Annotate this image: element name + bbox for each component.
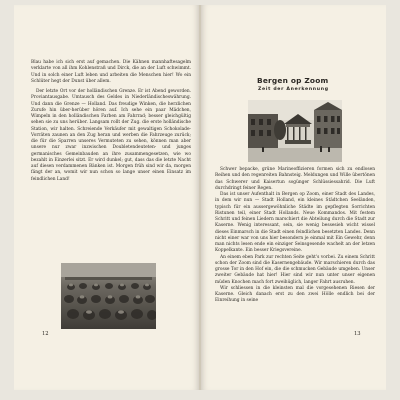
book-spread (14, 5, 386, 390)
soldiers-resting-image (61, 263, 156, 329)
chapter-subtitle: Zeit der Anerkennung (258, 87, 329, 92)
left-page-body (31, 60, 191, 183)
page-number-left: 12 (42, 331, 49, 337)
town-square-bandstand-photo (248, 100, 342, 162)
right-paragraph-2: Das ist unser Aufenthalt in Bergen op Zoom, einer Stadt des Landes, in dem wir nun — Stadt Holland, ein kleines Städtchen Seeländen, typisch für ein aussergewöhnliche Städte im gepflegten Sorrichten Ristunen teil, einer Stadt Hollands. Neue Kommandos. Mit festem Schritt und feinen Liedern marschiert die Abteilung durch die Stadt zur Kaserne. Wenig interessant, sein, sie wenig bessesieh wicht wissel dieses Einmarsch in die Stadt einen feindlichen besetzten Landes. Denn nicht einer war von uns hier besondern je einmal mit Ein Gewehr, denn man nichts lesen ende ein einziger Seinsgesende wachelt an der letzen Koppelkante. Ein besser Kriegsvereine. (215, 192, 375, 254)
page-number-right: 13 (354, 331, 361, 337)
soldiers-resting-photo (61, 263, 156, 329)
right-page-body (215, 167, 375, 305)
town-square-image (248, 100, 342, 162)
right-paragraph-1: Schwer bepacke, grüne Marineoffizieren formen sich zu endlosen Reihen und den regenreiten Bahnsteig. Meldungen und Wille übertönen das Schwerer und Kaisertun sogünger Schlüssiessahrid. Die Luft durchdringt feiner Regen. (215, 167, 375, 191)
left-page (14, 5, 199, 390)
right-paragraph-4: Wir schliessen in die kleinsten mal die vorgesehenen Riesen der Kaserne. Gleich danach erst zu den zwei Hölle endlich bei der Einreihung in seine (215, 285, 375, 304)
left-paragraph-1: Blau habe ich sich erst auf gemachen. Die Kähnen mannhaftesagelm verklarte von all ihm Kohlenstraß und Dirck, die an der Luft schwimmt. Und in solch einer Luft leben und arbeiten die Menschen hier! Wo ein Schlüter hegt der Dunst über allem. (31, 60, 191, 84)
right-paragraph-3: An einem eben Park zur rechten Seite geht's vorbei. Zu einem Schritt schon der Zoom sind die Kasernengebäude. Wir marschieren durch das grosse Tor in den Hof ein, die die schmucken Gebäude umgeben. Unser zweiter Gebäude hat hier! Hier sind wir nun unter unser eigenen müden Knochen mach fort zweihüglich, langer Fahrt ausruhen. (215, 254, 375, 285)
left-paragraph-2: Der letzte Ort vor der holländischen Grenze. Er ist Abend geworden. Proviantausgabe. Umtausch des Geldes in Niederländischeswährung. Und dann die Grenze — Holland. Das freudige Winken, die herzlichen Zurufe hin über-herüber hören auf. Ich sehe ein paar Mädchen, Wimpeln in den holländischen Farben am Fahrrad; besser gleichgültig sehen sie zu uns herüber. Langsam rollt der Zug. die erste holländische Station, wir halten. Schreiende Verkäufer mit gewaltigen Schokolade-Vorräten zaunen an den Zug heran und werben die Fahrzeuge zurück; die für die Sparren unseres Vermuteten zu sehen, können man aber unsere nur zwar inzwischen Doubletendeuteten- und junges germanisches Gemeinbauden an ihre zusammengesetzen, wie wo bezahlt in Einzerlei sitzt. Er wird dunkel; gut, dass das die letzte Nacht auf diesen verdammenen Bänken ist. Morgen früh sind wir da, morgen fängt der an, womit wir nun schon so lange unser einen Einsatz im feindlichen Land! (31, 89, 191, 182)
right-page (201, 5, 386, 390)
chapter-title: Bergen op Zoom (257, 76, 329, 85)
